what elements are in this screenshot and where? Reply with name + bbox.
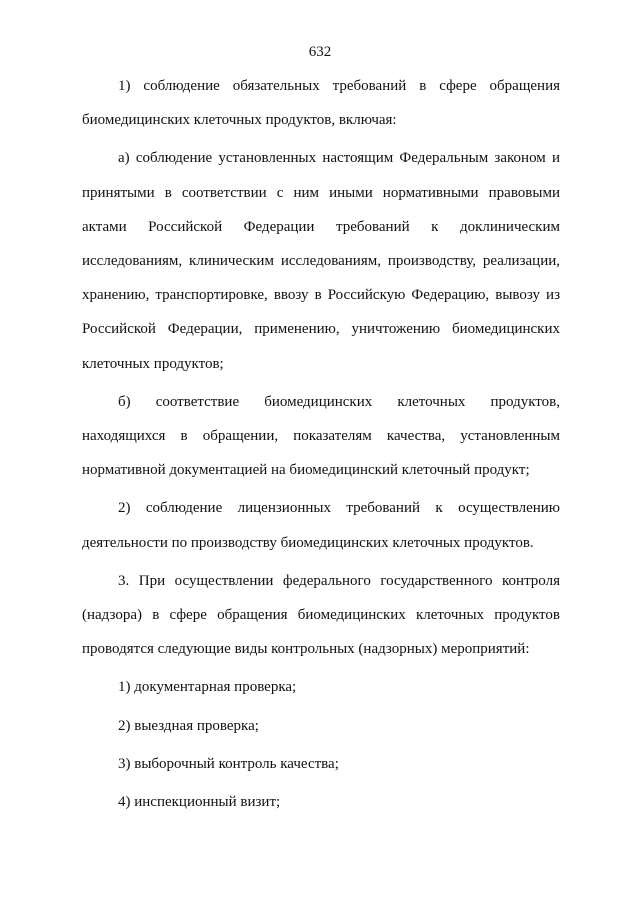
paragraph-item-2: 2) соблюдение лицензионных требований к осуществлению деятельности по производству биомедицинских клеточных продуктов. [82, 500, 560, 551]
list-item-sample-quality-control: 3) выборочный контроль качества; [118, 755, 339, 772]
list-item-onsite-check: 2) выездная проверка; [118, 717, 259, 734]
paragraph-subitem-b: б) соответствие биомедицинских клеточных продуктов, находящихся в обращении, показателям качества, установленным нормативной документацией на биомедицинский клеточный продукт; [82, 393, 560, 479]
document-body [82, 69, 560, 823]
page-number: 632 [308, 44, 332, 60]
paragraph-subitem-a: а) соблюдение установленных настоящим Федеральным законом и принятыми в соответствии с ним иными нормативными правовыми актами Российской Федерации требований к доклиническим исследованиям, клиническим исследованиям, производству, реализации, хранению, транспортировке, ввозу в Российскую Федерацию, вывозу из Российской Федерации, применению, уничтожению биомедицинских клеточных продуктов; [82, 150, 560, 372]
list-item-documentary-check: 1) документарная проверка; [118, 679, 297, 696]
paragraph-section-3: 3. При осуществлении федерального государственного контроля (надзора) в сфере обращения биомедицинских клеточных продуктов проводятся следующие виды контрольных (надзорных) мероприятий: [82, 572, 560, 658]
list-item-inspection-visit: 4) инспекционный визит; [118, 794, 281, 811]
paragraph-item-1: 1) соблюдение обязательных требований в сфере обращения биомедицинских клеточных продуктов, включая: [82, 78, 560, 129]
